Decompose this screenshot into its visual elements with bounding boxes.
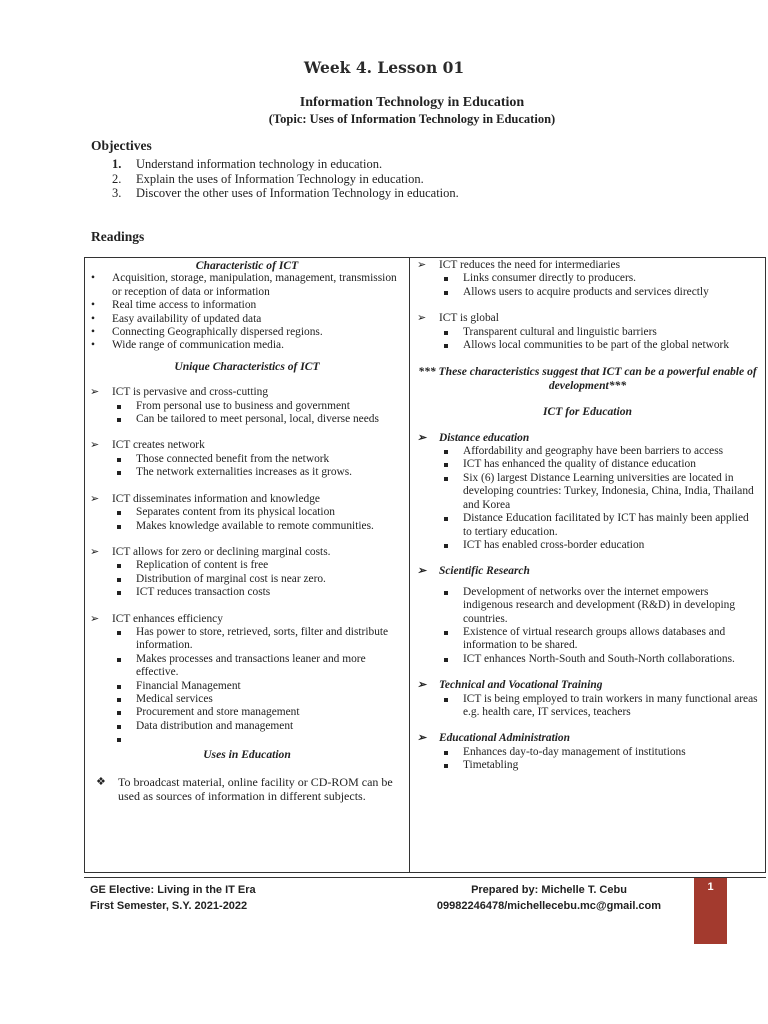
page-number-tab <box>694 878 727 944</box>
list-item: Procurement and store management <box>88 706 406 719</box>
list-item: • Real time access to information <box>88 299 406 312</box>
list-item: Makes knowledge available to remote communities. <box>88 520 406 533</box>
objective-item: 1. Understand information technology in education. <box>112 157 383 171</box>
list-item: ICT reduces transaction costs <box>88 586 406 599</box>
characteristic-title: Characteristic of ICT <box>195 259 299 272</box>
characteristic-list <box>88 272 406 352</box>
objectives-heading: Objectives <box>91 138 152 153</box>
arrow-heading: ➢ ICT reduces the need for intermediaries <box>415 259 760 272</box>
column-divider <box>409 257 410 873</box>
list-item: Those connected benefit from the network <box>88 453 406 466</box>
list-item: Development of networks over the internet empowers indigenous research and development (R&D) in developing countries. <box>415 586 760 626</box>
document-title: Information Technology in Education <box>299 95 525 110</box>
sub-list <box>88 400 406 427</box>
readings-left-column <box>88 259 406 803</box>
list-item: The network externalities increases as it grows. <box>88 466 406 479</box>
readings-heading: Readings <box>91 229 145 244</box>
development-note: *** These characteristics suggest that ICT can be a powerful enable of development*** <box>418 365 757 392</box>
list-item: ICT has enhanced the quality of distance education <box>415 458 760 471</box>
arrow-heading: ➢ ICT is global <box>415 312 760 325</box>
sub-list <box>88 559 406 599</box>
list-item: Medical services <box>88 693 406 706</box>
broadcast-item: ❖ To broadcast material, online facility or CD-ROM can be used as sources of information in different subjects. <box>88 775 406 803</box>
list-item: Distance Education facilitated by ICT has mainly been applied to tertiary education. <box>415 512 760 539</box>
list-item: Has power to store, retrieved, sorts, filter and distribute information. <box>88 626 406 653</box>
list-item: • Wide range of communication media. <box>88 339 406 352</box>
list-item: • Easy availability of updated data <box>88 313 406 326</box>
arrow-heading: ➢ ICT allows for zero or declining marginal costs. <box>88 546 406 559</box>
list-item <box>88 733 406 746</box>
footer-author-info <box>424 882 674 914</box>
contact-info: 09982246478/michellecebu.mc@gmail.com <box>436 900 662 912</box>
sub-list <box>88 626 406 746</box>
list-item: Separates content from its physical location <box>88 506 406 519</box>
list-item: Six (6) largest Distance Learning universities are located in developing countries: Turkey, Indonesia, China, India, Thailand and Korea <box>415 472 760 512</box>
objective-item: 2. Explain the uses of Information Technology in education. <box>112 171 424 186</box>
course-name: GE Elective: Living in the IT Era <box>90 884 256 896</box>
arrow-heading: ➢ ICT creates network <box>88 439 406 452</box>
objective-item: 3. Discover the other uses of Information Technology in education. <box>112 186 459 201</box>
list-item: Transparent cultural and linguistic barriers <box>415 326 760 339</box>
list-item: ICT is being employed to train workers in many functional areas e.g. health care, IT services, teachers <box>415 693 760 720</box>
arrow-heading: ➢ ICT is pervasive and cross-cutting <box>88 386 406 399</box>
list-item: From personal use to business and government <box>88 400 406 413</box>
list-item: Allows local communities to be part of the global network <box>415 339 760 352</box>
sub-list <box>415 272 760 299</box>
list-item: • Connecting Geographically dispersed regions. <box>88 326 406 339</box>
arrow-heading: ➢ Educational Administration <box>415 732 760 745</box>
list-item: • Acquisition, storage, manipulation, management, transmission or reception of data or information <box>88 272 406 299</box>
sub-list <box>88 453 406 480</box>
arrow-heading: ➢ ICT disseminates information and knowledge <box>88 493 406 506</box>
ict-for-education-title: ICT for Education <box>543 405 632 419</box>
sub-list <box>415 445 760 552</box>
unique-characteristics-title: Unique Characteristics of ICT <box>174 359 320 373</box>
list-item: Replication of content is free <box>88 559 406 572</box>
list-item: Can be tailored to meet personal, local, diverse needs <box>88 413 406 426</box>
list-item: Links consumer directly to producers. <box>415 272 760 285</box>
arrow-heading: ➢ Scientific Research <box>415 565 760 578</box>
list-item: ICT enhances North-South and South-North collaborations. <box>415 653 760 666</box>
list-item: Enhances day-to-day management of institutions <box>415 746 760 759</box>
arrow-heading: ➢ Technical and Vocational Training <box>415 679 760 692</box>
arrow-heading: ➢ ICT enhances efficiency <box>88 613 406 626</box>
sub-list <box>415 586 760 666</box>
semester: First Semester, S.Y. 2021-2022 <box>90 900 248 912</box>
list-item: Makes processes and transactions leaner and more effective. <box>88 653 406 680</box>
list-item: Data distribution and management <box>88 720 406 733</box>
objectives-list <box>112 157 459 201</box>
footer-course-info <box>90 882 256 914</box>
list-item: Financial Management <box>88 680 406 693</box>
sub-list <box>88 506 406 533</box>
sub-list <box>415 746 760 773</box>
list-item: ICT has enabled cross-border education <box>415 539 760 552</box>
list-item: Existence of virtual research groups allows databases and information to be shared. <box>415 626 760 653</box>
sub-list <box>415 693 760 720</box>
readings-right-column <box>415 259 760 773</box>
document-topic: (Topic: Uses of Information Technology in Education) <box>268 112 556 126</box>
uses-in-education-title: Uses in Education <box>203 748 291 762</box>
list-item: Timetabling <box>415 759 760 772</box>
sub-list <box>415 326 760 353</box>
prepared-by: Prepared by: Michelle T. Cebu <box>471 884 627 896</box>
list-item: Distribution of marginal cost is near zero. <box>88 573 406 586</box>
arrow-heading: ➢ Distance education <box>415 432 760 445</box>
list-item: Affordability and geography have been barriers to access <box>415 445 760 458</box>
week-lesson-title: Week 4. Lesson 01 <box>303 58 465 77</box>
page-number: 1 <box>707 881 714 893</box>
footer-divider <box>84 877 766 878</box>
list-item: Allows users to acquire products and services directly <box>415 286 760 299</box>
